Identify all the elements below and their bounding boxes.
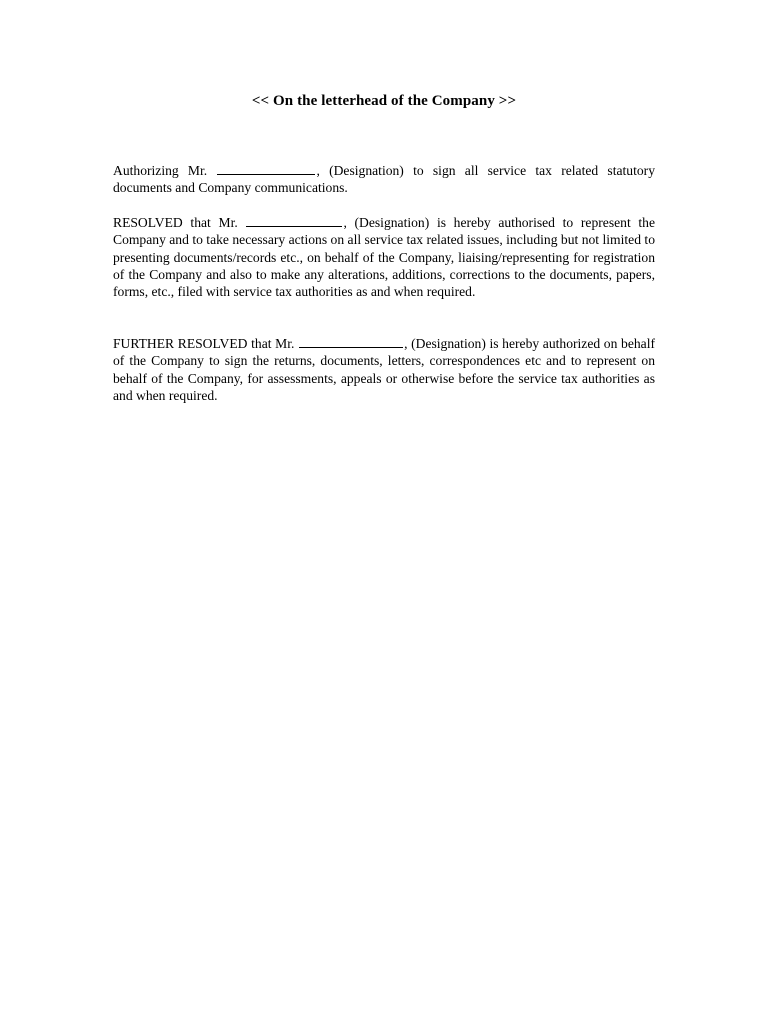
- paragraph-lead-text: Authorizing Mr.: [113, 163, 208, 178]
- letterhead-heading: << On the letterhead of the Company >>: [251, 93, 517, 109]
- name-blank-line: [246, 214, 342, 227]
- paragraph-body-text: , (Designation) to sign all service tax related statutory documents and Company communications.: [113, 163, 655, 196]
- name-blank-line: [299, 335, 403, 348]
- resolved-paragraph: [113, 214, 655, 300]
- paragraph-body-text: , (Designation) is hereby authorized on behalf of the Company to sign the returns, documents, letters, correspondences etc and to represent on behalf of the Company, for assessments, appeals or otherwise before the service tax authorities as and when required.: [113, 336, 656, 403]
- further-resolved-paragraph: [113, 335, 655, 404]
- name-blank-line: [217, 162, 315, 175]
- paragraph-lead-text: FURTHER RESOLVED that Mr.: [113, 336, 295, 351]
- paragraph-body-text: , (Designation) is hereby authorised to represent the Company and to take necessary actions on all service tax related issues, including but not limited to presenting documents/records etc., on behalf of the Company, liaising/representing for registration of the Company and also to make any alterations, additions, corrections to the documents, papers, forms, etc., filed with service tax authorities as and when required.: [113, 215, 656, 300]
- authorization-paragraph: [113, 162, 655, 197]
- paragraph-lead-text: RESOLVED that Mr.: [113, 215, 238, 230]
